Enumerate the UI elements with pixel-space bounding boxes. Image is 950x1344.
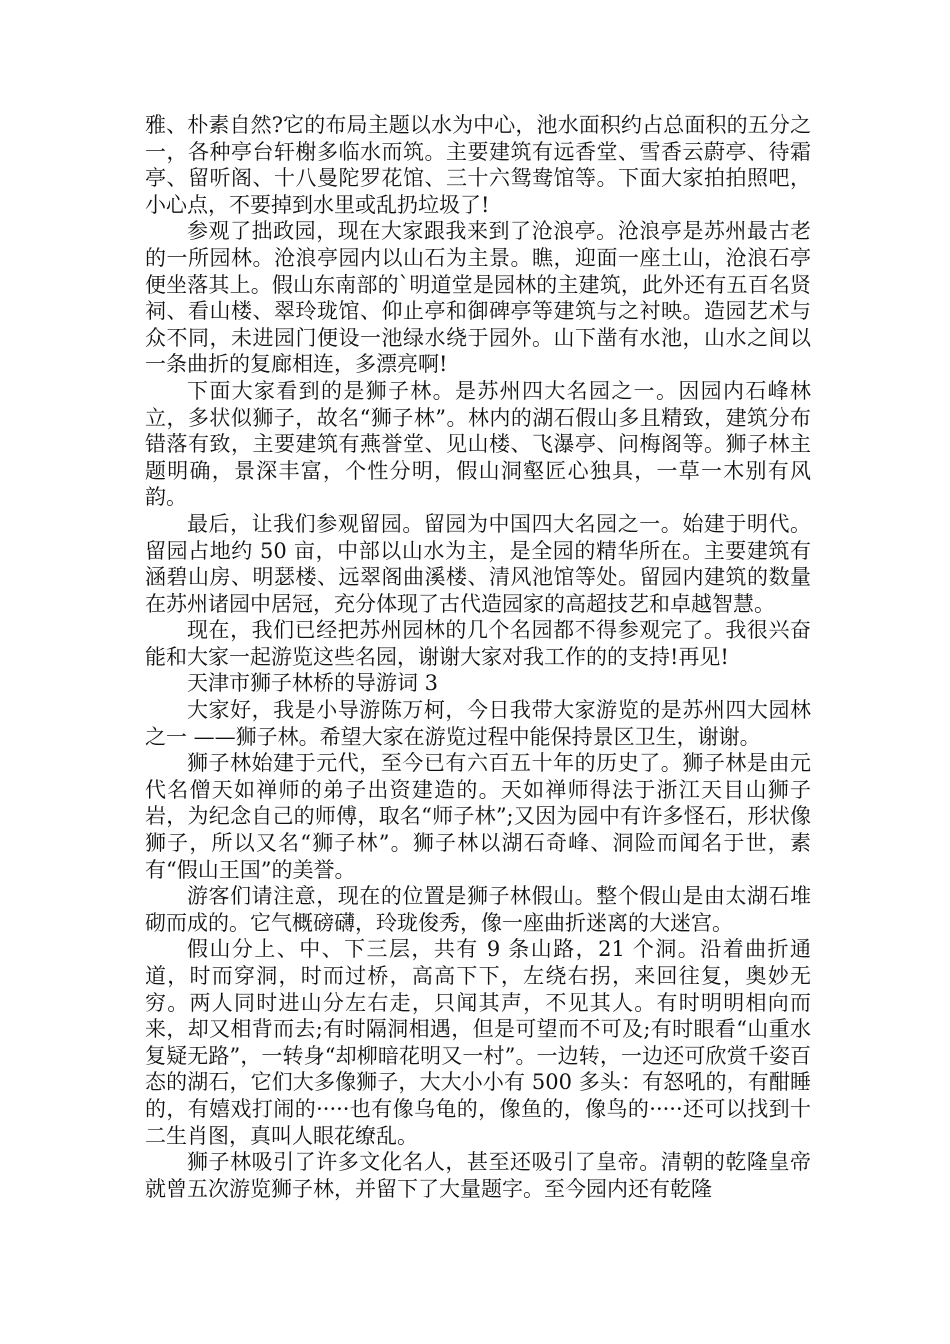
paragraph: 现在，我们已经把苏州园林的几个名园都不得参观完了。我很兴奋能和大家一起游览这些名园，谢谢大家对我工作的的支持!再见! <box>145 618 811 669</box>
paragraph: 雅、朴素自然?它的布局主题以水为中心，池水面积约占总面积的五分之一，各种亭台轩榭多临水而筑。主要建筑有远香堂、雪香云蔚亭、待霜亭、留听阁、十八曼陀罗花馆、三十六鸳鸯馆等。下面大家拍拍照吧，小心点，不要掉到水里或乱扔垃圾了! <box>145 113 811 217</box>
paragraph: 假山分上、中、下三层，共有 9 条山路，21 个洞。沿着曲折通道，时而穿洞，时而过桥，高高下下，左绕右拐，来回往复，奥妙无穷。两人同时进山分左右走，只闻其声，不见其人。有时明明相向而来，却又相背而去;有时隔洞相遇，但是可望而不可及;有时眼看“山重水复疑无路”，一转身“却柳暗花明又一村”。一边转，一边还可欣赏千姿百态的湖石，它们大多像狮子，大大小小有 500 多头：有怒吼的，有酣睡的，有嬉戏打闹的·····也有像乌龟的，像鱼的，像鸟的·····还可以找到十二生肖图，真叫人眼花缭乱。 <box>145 937 811 1148</box>
paragraph: 参观了拙政园，现在大家跟我来到了沧浪亭。沧浪亭是苏州最古老的一所园林。沧浪亭园内以山石为主景。瞧，迎面一座土山，沧浪石亭便坐落其上。假山东南部的`明道堂是园林的主建筑，此外还有五百名贤祠、看山楼、翠玲珑馆、仰止亭和御碑亭等建筑与之衬映。造园艺术与众不同，未进园门便设一池绿水绕于园外。山下凿有水池，山水之间以一条曲折的复廊相连，多漂亮啊! <box>145 219 811 377</box>
paragraph: 最后，让我们参观留园。留园为中国四大名园之一。始建于明代。留园占地约 50 亩，中部以山水为主，是全园的精华所在。主要建筑有涵碧山房、明瑟楼、远翠阁曲溪楼、清风池馆等处。留园内建筑的数量在苏州诸园中居冠，充分体现了古代造园家的高超技艺和卓越智慧。 <box>145 511 811 616</box>
paragraph: 下面大家看到的是狮子林。是苏州四大名园之一。因园内石峰林立，多状似狮子，故名“狮子林”。林内的湖石假山多且精致，建筑分布错落有致，主要建筑有燕誉堂、见山楼、飞瀑亭、问梅阁等。狮子林主题明确，景深丰富，个性分明，假山洞壑匠心独具，一草一木别有风韵。 <box>145 378 811 510</box>
paragraph: 大家好，我是小导游陈万柯，今日我带大家游览的是苏州四大园林之一 ——狮子林。希望大家在游览过程中能保持景区卫生，谢谢。 <box>145 698 811 749</box>
paragraph: 狮子林吸引了许多文化名人，甚至还吸引了皇帝。清朝的乾隆皇帝就曾五次游览狮子林，并留下了大量题字。至今园内还有乾隆 <box>145 1150 811 1201</box>
document-body <box>145 112 811 1202</box>
section-heading: 天津市狮子林桥的导游词 3 <box>187 671 439 696</box>
paragraph: 游客们请注意，现在的位置是狮子林假山。整个假山是由太湖石堆砌而成的。它气概磅礴，玲珑俊秀，像一座曲折迷离的大迷宫。 <box>145 884 811 935</box>
paragraph: 狮子林始建于元代，至今已有六百五十年的历史了。狮子林是由元代名僧天如禅师的弟子出资建造的。天如禅师得法于浙江天目山狮子岩，为纪念自己的师傅，取名“师子林”;又因为园中有许多怪石，形状像狮子，所以又名“狮子林”。狮子林以湖石奇峰、洞险而闻名于世，素有“假山王国”的美誉。 <box>145 751 811 882</box>
